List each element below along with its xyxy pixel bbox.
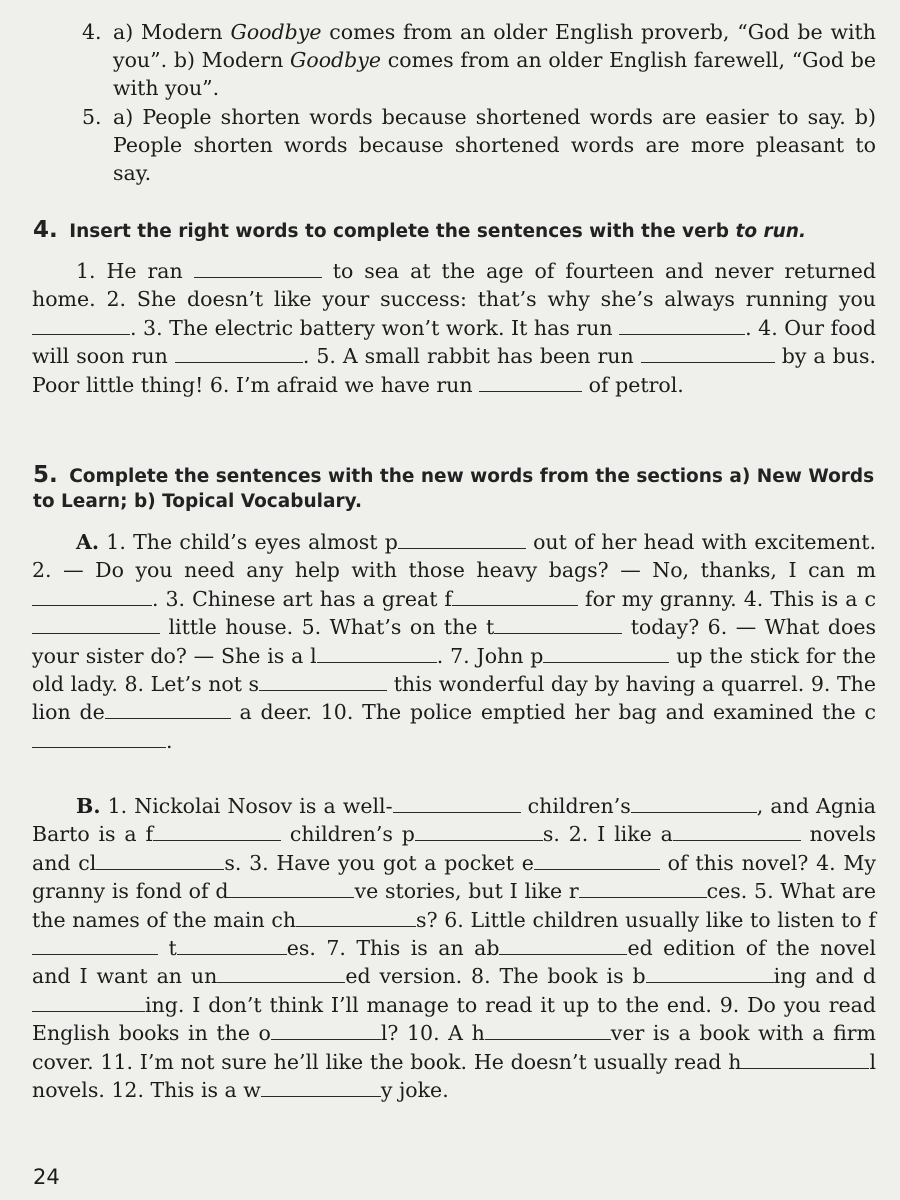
text-run: .: [166, 728, 173, 753]
text-run: of this novel? 4. My granny is fond of d: [32, 850, 876, 904]
exercise-5-part-a: [32, 528, 876, 755]
item-4: [82, 18, 876, 103]
answer-blank[interactable]: [271, 1021, 381, 1040]
text-run: to sea at the age of fourteen and never returned home. 2. She doesn’t like your success: that’s why she’s always running you: [32, 259, 876, 312]
exercise-number: 5.: [33, 462, 58, 488]
answer-blank[interactable]: [641, 344, 775, 363]
item-label: 4.: [82, 20, 102, 44]
text-run: children’s p: [289, 822, 415, 847]
text-run: 1. The child’s eyes almost p: [106, 530, 398, 554]
text-run: for my granny. 4. This is a c: [585, 586, 876, 611]
answer-blank[interactable]: [153, 822, 281, 841]
text-run: this wonderful day by having a quarrel. 9. The lion de: [32, 672, 876, 725]
text-run: of petrol.: [588, 372, 684, 397]
answer-blank[interactable]: [261, 1078, 381, 1097]
answer-blank[interactable]: [646, 964, 774, 983]
text-run: . 3. The electric battery won’t work. It has run: [130, 315, 613, 340]
answer-blank[interactable]: [673, 822, 801, 841]
text-run: children’s: [527, 794, 631, 818]
item-label: 5.: [82, 105, 102, 129]
answer-blank[interactable]: [32, 316, 130, 335]
text-run: ed version. 8. The book is b: [345, 964, 646, 989]
text-run: s. 2. I like a: [542, 822, 673, 847]
exercise-5-part-b: [32, 792, 876, 1104]
answer-blank[interactable]: [175, 344, 303, 363]
answer-blank[interactable]: [177, 936, 287, 955]
answer-blank[interactable]: [32, 615, 160, 634]
text-run: ces. 5. What are the names of the main ch: [32, 879, 876, 932]
answer-blank[interactable]: [217, 964, 345, 983]
text-run: , and Agnia Barto is a f: [32, 794, 876, 847]
text-run: little house. 5. What’s on the t: [168, 615, 495, 640]
answer-blank[interactable]: [32, 936, 158, 955]
answer-blank[interactable]: [543, 644, 669, 663]
answer-blank[interactable]: [317, 644, 437, 663]
answer-blank[interactable]: [393, 794, 521, 813]
part-label: A.: [76, 530, 100, 554]
item-text: a) People shorten words because shortened words are easier to say. b) People shorten words because shortened words are more pleasant to say.: [113, 105, 876, 186]
text-run: . 7. John p: [436, 643, 544, 668]
exercise-number: 4.: [33, 217, 58, 243]
text-run: ver is a book with a firm cover. 11. I’m not sure he’ll like the book. He doesn’t usually read h: [32, 1021, 876, 1074]
text-run: a deer. 10. The police emptied her bag and examined the c: [239, 700, 876, 725]
text-run: l? 10. A h: [380, 1021, 485, 1046]
answer-blank[interactable]: [32, 587, 152, 606]
exercise-4-body: [32, 257, 876, 399]
answer-blank[interactable]: [619, 316, 745, 335]
text-run: t: [168, 936, 177, 961]
answer-blank[interactable]: [105, 700, 231, 719]
answer-blank[interactable]: [32, 729, 166, 748]
text-run: . 5. A small rabbit has been run: [302, 344, 634, 369]
text-run: y joke.: [380, 1078, 449, 1103]
answer-blank[interactable]: [32, 993, 145, 1012]
answer-blank[interactable]: [415, 822, 543, 841]
item-text: a) Modern Goodbye comes from an older English proverb, “God be with you”. b) Modern Goodbye comes from an older English farewell, “God be with you”.: [113, 20, 876, 101]
answer-blank[interactable]: [228, 879, 354, 898]
answer-blank[interactable]: [194, 259, 322, 278]
text-run: up the stick for the old lady. 8. Let’s not s: [32, 643, 877, 697]
answer-blank[interactable]: [452, 587, 578, 606]
text-run: ed edition of the novel and I want an un: [32, 936, 876, 989]
text-run: 1. He ran: [76, 259, 183, 283]
answer-blank[interactable]: [631, 794, 757, 813]
page-number: 24: [33, 1165, 60, 1189]
answer-blank[interactable]: [499, 936, 627, 955]
text-run: 1. Nickolai Nosov is a well-: [107, 794, 393, 818]
text-run: ing. I don’t think I’ll manage to read it up to the end. 9. Do you read English books in the o: [32, 992, 876, 1046]
text-run: ve stories, but I like r: [354, 879, 579, 904]
exercise-instruction: Complete the sentences with the new words from the sections a) New Words to Learn; b) Topical Vocabulary.: [33, 466, 875, 512]
text-run: today? 6. — What does your sister do? — She is a l: [32, 615, 876, 668]
text-run: s. 3. Have you got a pocket e: [224, 850, 534, 875]
item-5: [82, 103, 876, 188]
answer-blank[interactable]: [96, 851, 224, 870]
text-run: by a bus. Poor little thing! 6. I’m afraid we have run: [32, 344, 876, 397]
text-run: es. 7. This is an ab: [286, 936, 500, 961]
answer-blank[interactable]: [485, 1021, 611, 1040]
exercise-5-heading: [33, 463, 878, 514]
answer-blank[interactable]: [534, 851, 660, 870]
text-run: s? 6. Little children usually like to listen to f: [416, 907, 876, 932]
exercise-4-heading: [33, 218, 878, 244]
exercise-instruction-em: to run.: [735, 221, 806, 242]
text-run: ing and d: [773, 964, 876, 989]
text-run: novels and cl: [32, 822, 876, 875]
text-run: . 4. Our food will soon run: [32, 315, 877, 369]
answer-blank[interactable]: [296, 908, 416, 927]
answer-blank[interactable]: [494, 615, 622, 634]
text-run: . 3. Chinese art has a great f: [152, 586, 453, 611]
text-run: out of her head with excitement. 2. — Do you need any help with those heavy bags? — No, thanks, I can m: [32, 530, 876, 583]
answer-blank[interactable]: [398, 530, 526, 549]
exercise-instruction: Insert the right words to complete the sentences with the verb: [69, 221, 730, 242]
answer-blank[interactable]: [579, 879, 707, 898]
answer-blank[interactable]: [479, 373, 582, 392]
answer-blank[interactable]: [741, 1050, 869, 1069]
text-run: l novels. 12. This is a w: [32, 1049, 876, 1103]
answer-blank[interactable]: [259, 672, 387, 691]
part-label: B.: [76, 794, 101, 818]
